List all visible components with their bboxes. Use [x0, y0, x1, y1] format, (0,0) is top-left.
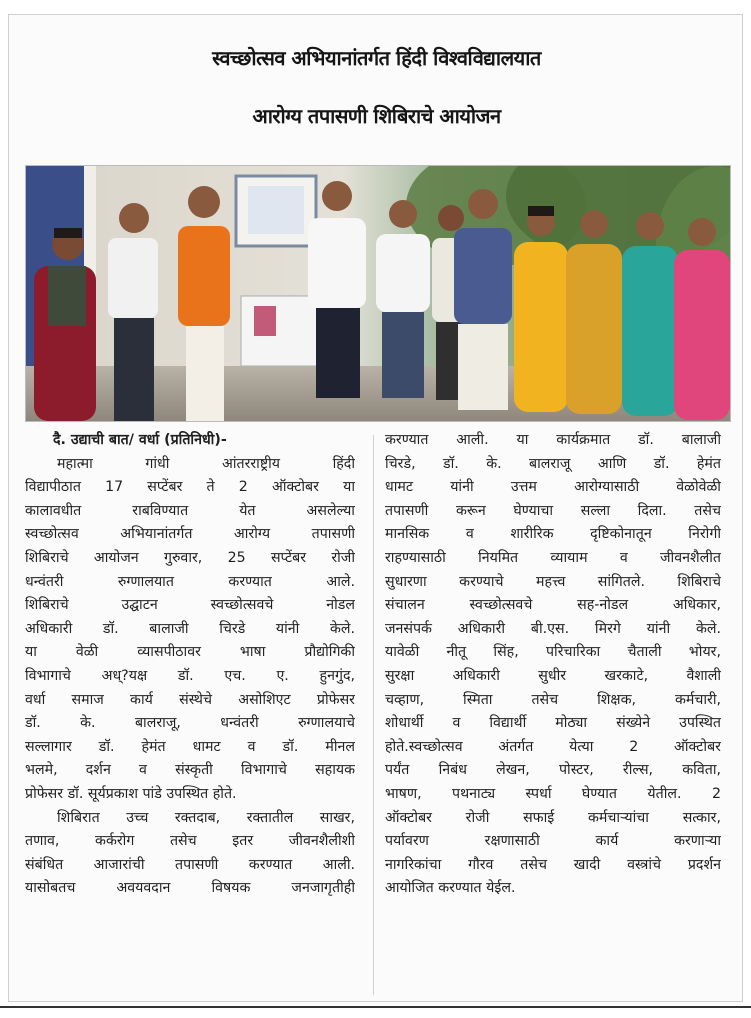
headline-line-2: आरोग्य तपासणी शिबिराचे आयोजन [252, 104, 501, 128]
body-line: महात्मा गांधी आंतरराष्ट्रीय हिंदी [57, 455, 355, 472]
newspaper-clipping [8, 14, 743, 1002]
article-right-column [385, 429, 721, 901]
previous-article-strip [0, 0, 751, 10]
body-line: विद्यापीठात 17 सप्टेंबर ते 2 ऑक्टोबर या [25, 479, 355, 496]
body-line: संचालन स्वच्छोत्सवचे सह-नोडल अधिकार, [385, 597, 721, 614]
body-line: राहण्यासाठी नियमित व्यायाम व जीवनशैलीत [385, 549, 721, 566]
body-line: तणाव, कर्करोग तसेच इतर जीवनशैलीशी [25, 833, 355, 850]
body-line: विभागाचे अध्?यक्ष डॉ. एच. ए. हुनगुंद, [25, 667, 355, 684]
body-line: शोधार्थी व विद्यार्थी मोठ्या संख्येने उपस्थित [385, 715, 721, 732]
body-line: सुरक्षा अधिकारी सुधीर खरकाटे, वैशाली [385, 667, 721, 684]
body-line: मानसिक व शारीरिक दृष्टिकोनातून निरोगी [385, 526, 721, 543]
body-line: यावेळी नीतू सिंह, परिचारिका चैताली भोयर, [385, 644, 721, 661]
body-line: वर्धा समाज कार्य संस्थेचे असोशिएट प्रोफेसर [25, 691, 355, 708]
body-line: या वेळी व्यासपीठावर भाषा प्रौद्योगिकी [25, 644, 355, 661]
body-line: तपासणी करून घेण्याचा सल्ला दिला. तसेच [385, 502, 721, 519]
body-line: पर्यंत निबंध लेखन, पोस्टर, रील्स, कविता, [385, 762, 721, 779]
next-article-strip [0, 1006, 751, 1018]
body-line: शिबिराचे आयोजन गुरुवार, 25 सप्टेंबर रोजी [25, 549, 355, 566]
body-line: आयोजित करण्यात येईल. [385, 880, 516, 897]
body-line: शिबिराचे उद्घाटन स्वच्छोत्सवचे नोडल [25, 597, 355, 614]
body-line: प्रोफेसर डॉ. सूर्यप्रकाश पांडे उपस्थित होते. [25, 785, 237, 802]
body-line: कालावधीत राबविण्यात येत असलेल्या [25, 502, 355, 519]
body-line: नागरिकांचा गौरव तसेच खादी वस्त्रांचे प्रदर्शन [385, 856, 721, 873]
body-line: स्वच्छोत्सव अभियानांतर्गत आरोग्य तपासणी [25, 526, 355, 543]
body-line: ऑक्टोबर रोजी सफाई कर्मचाऱ्यांचा सत्कार, [385, 809, 721, 826]
article-photo [25, 165, 731, 422]
body-line: डॉ. के. बालराजू, धन्वंतरी रुग्णालयाचे [25, 715, 355, 732]
body-line: चिरडे, डॉ. के. बालराजू आणि डॉ. हेमंत [385, 455, 721, 472]
body-line: चव्हाण, स्मिता तसेच शिक्षक, कर्मचारी, [385, 691, 721, 708]
body-line: करण्यात आली. या कार्यक्रमात डॉ. बालाजी [385, 432, 721, 448]
body-line: सल्लागार डॉ. हेमंत धामट व डॉ. मीनल [25, 738, 355, 755]
article-headline [9, 29, 744, 145]
column-divider [373, 435, 374, 995]
body-line: सुधारणा करण्याचे महत्त्व सांगितले. शिबिराचे [385, 573, 721, 590]
headline-line-1: स्वच्छोत्सव अभियानांतर्गत हिंदी विश्वविद्यालयात [212, 46, 541, 70]
body-line: भाषण, पथनाट्य स्पर्धा घेण्यात येतील. 2 [385, 785, 721, 802]
body-line: धामट यांनी उत्तम आरोग्यासाठी वेळोवेळी [385, 479, 721, 496]
body-line: अधिकारी डॉ. बालाजी चिरडे यांनी केले. [25, 620, 355, 637]
body-line: यासोबतच अवयवदान विषयक जनजागृतीही [25, 880, 355, 897]
body-line: भलमे, दर्शन व संस्कृती विभागाचे सहायक [25, 762, 355, 779]
body-line: संबंधित आजारांची तपासणी करण्यात आली. [25, 856, 355, 873]
body-line: धन्वंतरी रुग्णालयात करण्यात आले. [25, 573, 355, 590]
body-line: होते.स्वच्छोत्सव अंतर्गत येत्या 2 ऑक्टोबर [385, 738, 721, 755]
body-line: शिबिरात उच्च रक्तदाब, रक्तातील साखर, [57, 809, 355, 826]
body-line: जनसंपर्क अधिकारी बी.एस. मिरगे यांनी केले. [385, 620, 721, 637]
body-line: पर्यावरण रक्षणासाठी कार्य करणाऱ्या [385, 833, 721, 850]
article-byline: दै. उद्याची बात/ वर्धा (प्रतिनिधी)- [53, 432, 227, 448]
article-left-column [25, 429, 355, 901]
